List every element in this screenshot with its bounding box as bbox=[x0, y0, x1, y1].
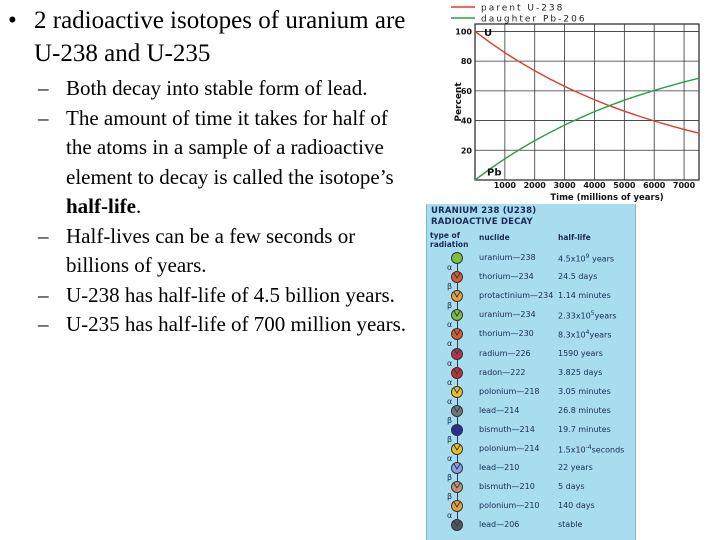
radiation-type-label: α bbox=[447, 511, 453, 521]
radiation-type-label: β bbox=[447, 473, 453, 483]
radiation-type-label: α bbox=[447, 320, 453, 330]
y-tick-label: 80 bbox=[460, 57, 472, 67]
radiation-type-label: β bbox=[447, 492, 453, 502]
half-life-value bbox=[558, 310, 617, 321]
sub-bullet-text: The amount of time it takes for half of the atoms in a sample of a radioactive element to decay is called the isotope’s bbox=[66, 105, 394, 189]
half-life-value bbox=[558, 291, 611, 300]
half-life-base: 3.05 minutes bbox=[558, 386, 611, 396]
half-life-base: 2.33x10 bbox=[558, 311, 591, 321]
decay-arrow-icon bbox=[453, 284, 461, 292]
decay-arrow-icon bbox=[453, 418, 461, 426]
nuclide-name: polonium—210 bbox=[479, 501, 540, 511]
half-life-exponent: 5 bbox=[590, 310, 595, 318]
decay-arrow-icon bbox=[453, 341, 461, 349]
half-life-value bbox=[558, 482, 585, 491]
nuclide-name: uranium—234 bbox=[479, 310, 536, 320]
header-radiation-type: type of radiation bbox=[430, 231, 469, 249]
nuclide-name: radium—226 bbox=[479, 348, 531, 358]
daughter-curve-label: Pb bbox=[487, 167, 502, 179]
half-life-value bbox=[558, 425, 611, 434]
main-bullet bbox=[8, 4, 408, 70]
half-life-base: 26.8 minutes bbox=[558, 405, 611, 415]
legend-label: daughter Pb-206 bbox=[481, 14, 587, 25]
sub-bullet bbox=[8, 222, 408, 281]
half-life-term: half-life bbox=[66, 194, 136, 218]
half-life-value bbox=[558, 520, 582, 529]
sub-bullet-dash: – bbox=[38, 76, 49, 100]
x-tick-label: 7000 bbox=[672, 181, 696, 190]
half-life-unit: years bbox=[589, 254, 615, 264]
half-life-base: 1.14 minutes bbox=[558, 291, 611, 301]
sub-bullet bbox=[8, 310, 408, 340]
radiation-type-label: α bbox=[447, 339, 453, 349]
half-life-base: 24.5 days bbox=[558, 272, 598, 282]
nuclide-name: lead—210 bbox=[479, 463, 520, 473]
sub-bullet-suffix: . bbox=[135, 194, 142, 218]
radiation-type-label: α bbox=[447, 454, 453, 463]
x-tick-label: 5000 bbox=[613, 181, 636, 190]
half-life-value bbox=[558, 368, 602, 377]
half-life-exponent: -4 bbox=[585, 444, 592, 451]
nuclide-name: bismuth—210 bbox=[479, 482, 535, 492]
decay-arrow-icon bbox=[453, 513, 461, 521]
half-life-base: 1.5x10 bbox=[558, 445, 586, 455]
y-tick-label: 60 bbox=[460, 86, 472, 96]
y-tick-label: 20 bbox=[460, 146, 472, 156]
decay-arrow-icon bbox=[453, 456, 461, 464]
half-life-value bbox=[558, 406, 611, 415]
half-life-base: 5 days bbox=[558, 482, 585, 492]
y-tick-label: 100 bbox=[455, 27, 472, 37]
legend-label: parent U-238 bbox=[481, 3, 565, 14]
half-life-value bbox=[558, 272, 597, 281]
sub-bullet-dash: – bbox=[38, 105, 49, 130]
half-life-unit: years bbox=[594, 311, 617, 321]
nuclide-name: lead—206 bbox=[479, 520, 520, 530]
radiation-type-label: β bbox=[447, 301, 453, 311]
half-life-unit: seconds bbox=[591, 445, 625, 455]
sub-bullet-text: U-238 has half-life of 4.5 billion years. bbox=[66, 282, 395, 307]
sub-bullet-text: Half-lives can be a few seconds or billions of years. bbox=[66, 223, 356, 277]
half-life-base: stable bbox=[558, 520, 583, 530]
half-life-base: 3.825 days bbox=[558, 367, 603, 377]
radiation-type-label: α bbox=[447, 377, 453, 387]
sub-bullet-text: Both decay into stable form of lead. bbox=[66, 76, 368, 100]
decay-arrow-icon bbox=[453, 494, 461, 502]
radiation-type-label: β bbox=[447, 434, 453, 444]
half-life-value bbox=[558, 387, 611, 396]
half-life-value bbox=[558, 329, 611, 340]
nuclide-name: lead—214 bbox=[479, 405, 520, 415]
half-life-base: 22 years bbox=[558, 463, 593, 473]
parent-curve-label: U bbox=[484, 27, 493, 39]
half-life-base: 1590 years bbox=[558, 348, 603, 358]
bullet-dot: • bbox=[8, 7, 17, 34]
sub-bullet-text: U-235 has half-life of 700 million years. bbox=[66, 312, 406, 336]
decay-series-table bbox=[426, 204, 636, 540]
half-life-base: 8.3x10 bbox=[558, 331, 586, 341]
sub-bullet-dash: – bbox=[38, 223, 49, 248]
half-life-exponent: 4 bbox=[585, 329, 590, 337]
nuclide-name: thorium—230 bbox=[479, 329, 534, 339]
decay-arrow-icon bbox=[453, 475, 461, 483]
decay-chart bbox=[447, 0, 707, 204]
radiation-type-label: β bbox=[447, 415, 453, 425]
x-tick-label: 3000 bbox=[553, 181, 576, 190]
nuclide-ball-icon bbox=[451, 252, 463, 264]
nuclide-name: thorium—234 bbox=[479, 272, 534, 282]
sub-bullet-list bbox=[8, 74, 408, 340]
half-life-base: 140 days bbox=[558, 501, 595, 511]
x-axis-label: Time (millions of years) bbox=[550, 193, 664, 203]
decay-arrow-icon bbox=[453, 399, 461, 407]
sub-bullet bbox=[8, 281, 408, 311]
x-tick-label: 4000 bbox=[583, 181, 606, 190]
decay-arrow-icon bbox=[453, 437, 461, 445]
header-nuclide: nuclide bbox=[479, 233, 510, 242]
x-tick-label: 2000 bbox=[523, 181, 546, 190]
nuclide-name: bismuth—214 bbox=[479, 424, 535, 434]
half-life-value bbox=[558, 463, 593, 472]
radiation-type-label: α bbox=[447, 358, 453, 368]
decay-arrow-icon bbox=[453, 303, 461, 311]
sub-bullet bbox=[8, 74, 408, 104]
radiation-type-label: β bbox=[447, 282, 453, 292]
decay-arrow-icon bbox=[453, 380, 461, 388]
nuclide-name: uranium—238 bbox=[479, 253, 536, 262]
half-life-base: 4.5x10 bbox=[558, 254, 586, 264]
y-tick-label: 40 bbox=[460, 116, 472, 126]
decay-table-title: URANIUM 238 (U238) bbox=[431, 206, 537, 216]
y-axis-label: Percent bbox=[454, 82, 464, 122]
half-life-exponent: 9 bbox=[585, 253, 590, 260]
half-life-base: 19.7 minutes bbox=[558, 424, 611, 434]
header-half-life: half-life bbox=[558, 233, 591, 242]
nuclide-name: protactinium—234 bbox=[479, 291, 554, 301]
half-life-value bbox=[558, 349, 603, 358]
half-life-value bbox=[558, 253, 614, 264]
main-bullet-text: 2 radioactive isotopes of uranium are U-238 and U-235 bbox=[34, 7, 406, 67]
nuclide-name: radon—222 bbox=[479, 367, 526, 377]
half-life-value bbox=[558, 501, 595, 510]
nuclide-name: polonium—218 bbox=[479, 386, 540, 396]
sub-bullet bbox=[8, 104, 408, 222]
half-life-unit: years bbox=[589, 331, 612, 341]
decay-arrow-icon bbox=[453, 265, 461, 273]
sub-bullet-dash: – bbox=[38, 312, 49, 336]
decay-arrow-icon bbox=[453, 361, 461, 369]
slide-text bbox=[8, 4, 408, 340]
nuclide-name: polonium—214 bbox=[479, 444, 540, 453]
decay-table-subtitle: RADIOACTIVE DECAY bbox=[431, 217, 533, 227]
decay-arrow-icon bbox=[453, 322, 461, 330]
x-tick-label: 1000 bbox=[493, 181, 516, 190]
half-life-value bbox=[558, 444, 624, 455]
radiation-type-label: α bbox=[447, 263, 453, 272]
sub-bullet-dash: – bbox=[38, 282, 49, 307]
radiation-type-label: α bbox=[447, 396, 453, 406]
x-tick-label: 6000 bbox=[643, 181, 666, 190]
